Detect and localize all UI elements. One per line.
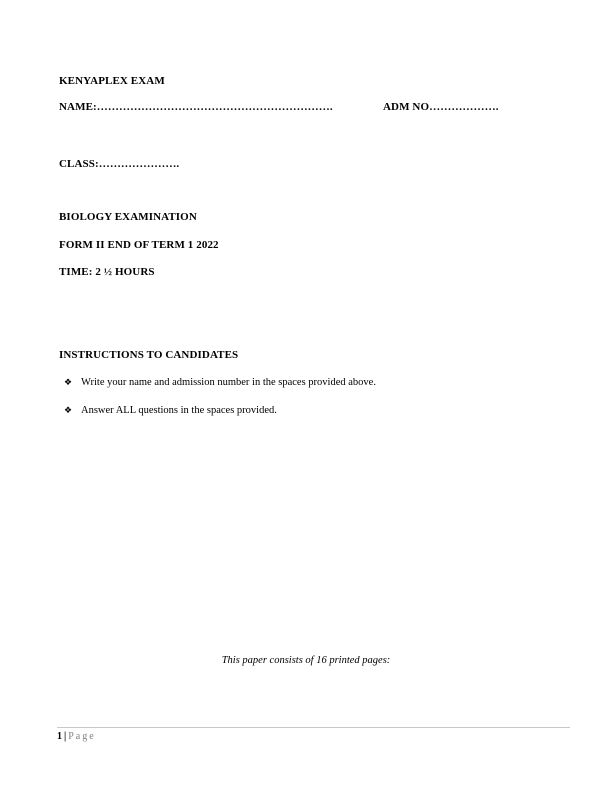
footer-divider (57, 727, 570, 728)
school-title: KENYAPLEX EXAM (59, 75, 165, 87)
diamond-bullet-icon: ❖ (64, 406, 73, 416)
adm-no-field-line: ADM NO………………. (383, 101, 499, 113)
page-label: Page (68, 731, 96, 742)
instruction-text: Write your name and admission number in the spaces provided above. (81, 377, 376, 388)
page-footer (57, 731, 96, 742)
page-count-note: This paper consists of 16 printed pages: (221, 655, 391, 666)
name-field-line: NAME:………………………………………………………. (59, 101, 333, 113)
exam-subject: BIOLOGY EXAMINATION (59, 211, 197, 223)
page-number: 1 (57, 731, 62, 742)
instructions-list (64, 377, 376, 433)
exam-form-term: FORM II END OF TERM 1 2022 (59, 239, 219, 251)
exam-time: TIME: 2 ½ HOURS (59, 266, 155, 278)
list-item (64, 377, 376, 405)
diamond-bullet-icon: ❖ (64, 378, 73, 388)
class-field-line: CLASS:…………………. (59, 158, 180, 170)
footer-separator: | (64, 731, 67, 742)
instructions-heading: INSTRUCTIONS TO CANDIDATES (59, 349, 239, 361)
list-item (64, 405, 376, 433)
instruction-text: Answer ALL questions in the spaces provided. (81, 405, 277, 416)
